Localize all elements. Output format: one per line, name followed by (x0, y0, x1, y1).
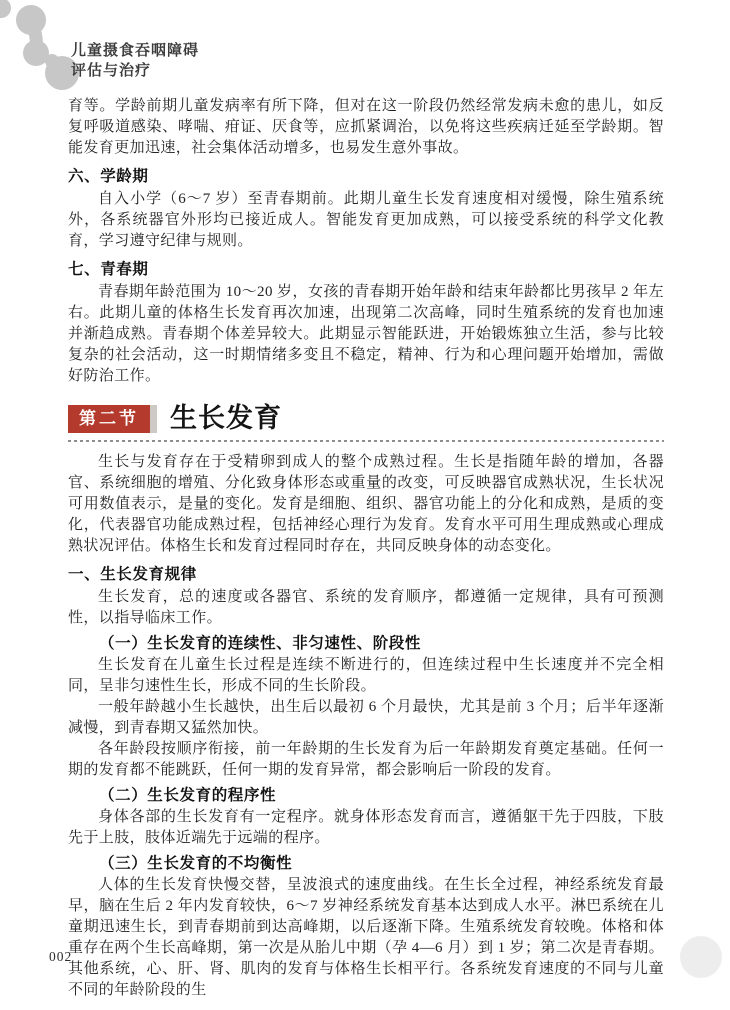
section-header (68, 404, 664, 442)
section-heading: 六、学龄期 (68, 168, 149, 185)
paragraph: 生长与发育存在于受精卵到成人的整个成熟过程。生长是指随年龄的增加，各器官、系统细胞的增殖、分化致身体形态或重量的改变，可反映器官成熟状况，生长状况可用数值表示，是量的变化。发育是细胞、组织、器官功能上的分化和成熟，是质的变化，代表器官功能成熟过程，包括神经心理行为发育。发育水平可用生理成熟或心理成熟状况评估。体格生长和发育过程同时存在，共同反映身体的动态变化。 (68, 454, 664, 554)
paragraph: 自入小学（6～7 岁）至青春期前。此期儿童生长发育速度相对缓慢，除生殖系统外，各系统器官外形均已接近成人。智能发育更加成熟，可以接受系统的科学文化教育，学习遵守纪律与规则。 (68, 191, 664, 249)
paragraph: 生长发育，总的速度或各器官、系统的发育顺序，都遵循一定规律，具有可预测性，以指导临床工作。 (68, 589, 664, 626)
paragraph: 身体各部的生长发育有一定程序。就身体形态发育而言，遵循躯干先于四肢，下肢先于上肢，肢体近端先于远端的程序。 (68, 809, 664, 846)
paragraph: 青春期年龄范围为 10～20 岁，女孩的青春期开始年龄和结束年龄都比男孩早 2 年左右。此期儿童的体格生长发育再次加速，出现第二次高峰，同时生殖系统的发育也加速并渐趋成熟。青春期个体差异较大。此期显示智能跃进，开始锻炼独立生活，参与比较复杂的社会活动，这一时期情绪多变且不稳定，精神、行为和心理问题开始增加，需做好防治工作。 (68, 284, 664, 384)
paragraph: 生长发育在儿童生长过程是连续不断进行的，但连续过程中生长速度并不完全相同，呈非匀速性生长，形成不同的生长阶段。 (68, 657, 664, 694)
book-title-line2: 评估与治疗 (71, 62, 152, 79)
sub-heading: （一）生长发育的连续性、非匀速性、阶段性 (99, 635, 422, 652)
paragraph: 各年龄段按顺序衔接，前一年龄期的生长发育为后一年龄期发育奠定基础。任何一期的发育都不能跳跃，任何一期的发育异常，都会影响后一阶段的发育。 (68, 741, 664, 778)
body-text-top (68, 96, 664, 387)
page-body (68, 96, 664, 1001)
sub-heading: （三）生长发育的不均衡性 (99, 855, 293, 872)
dotted-divider (68, 440, 664, 442)
decorative-corner-dot (680, 936, 722, 978)
page-number: 002 (49, 949, 73, 964)
body-text-bottom (68, 452, 664, 1001)
section-title: 生长发育 (170, 403, 282, 433)
section-heading: 七、青春期 (68, 261, 149, 278)
section-heading: 一、生长发育规律 (68, 566, 197, 583)
book-title-line1: 儿童摄食吞咽障碍 (71, 42, 200, 59)
sub-heading: （二）生长发育的程序性 (99, 787, 277, 804)
section-number-badge: 第二节 (68, 405, 157, 433)
paragraph: 一般年龄越小生长越快，出生后以最初 6 个月最快，尤其是前 3 个月；后半年逐渐减慢，到青春期又猛然加快。 (68, 699, 664, 736)
paragraph: 人体的生长发育快慢交替，呈波浪式的速度曲线。在生长全过程，神经系统发育最早，脑在生后 2 年内发育较快，6～7 岁神经系统发育基本达到成人水平。淋巴系统在儿童期迅速生长，到青春期前到达高峰期，以后逐渐下降。生殖系统发育较晚。体格和体重存在两个生长高峰期，第一次是从胎儿中期（孕 4—6 月）到 1 岁；第二次是青春期。其他系统，心、肝、肾、肌肉的发育与体格生长相平行。各系统发育速度的不同与儿童不同的年龄阶段的生 (68, 877, 664, 998)
running-head (71, 41, 199, 81)
paragraph: 育等。学龄前期儿童发病率有所下降，但对在这一阶段仍然经常发病未愈的患儿，如反复呼吸道感染、哮喘、疳证、厌食等，应抓紧调治，以免将这些疾病迁延至学龄期。智能发育更加迅速，社会集体活动增多，也易发生意外事故。 (68, 98, 664, 156)
